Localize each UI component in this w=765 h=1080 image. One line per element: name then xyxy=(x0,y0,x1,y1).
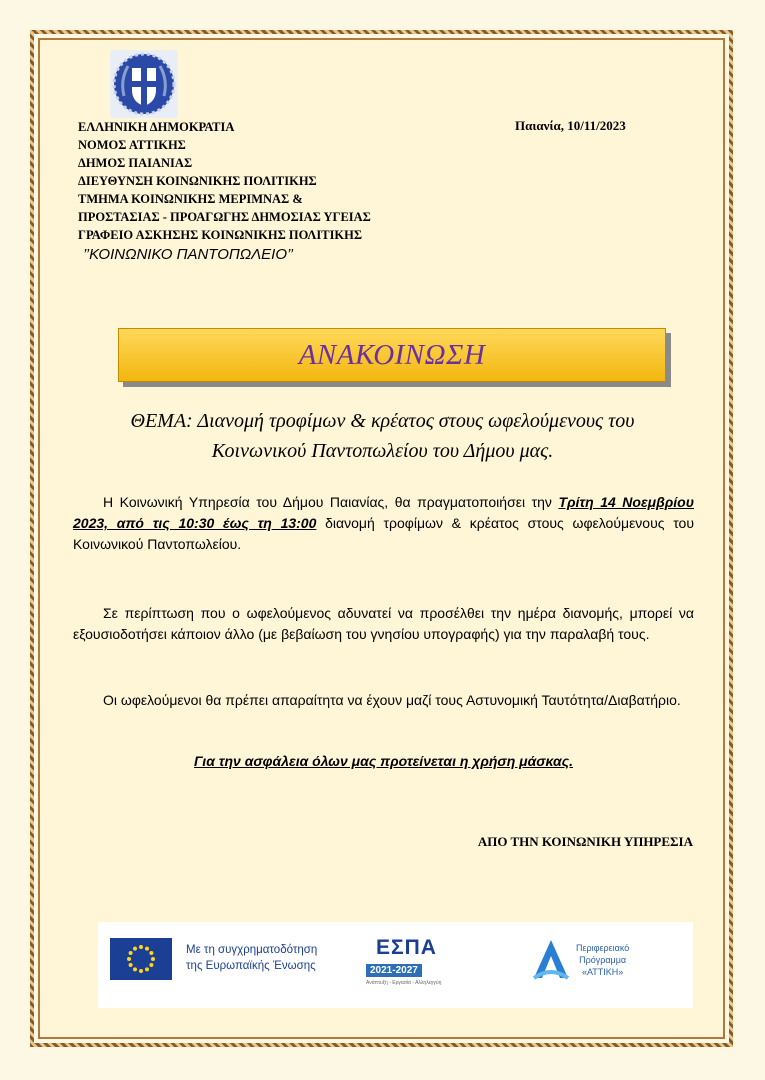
subject-line-1: ΘΕΜΑ: Διανομή τροφίμων & κρέατος στους ωφελούμενους του xyxy=(130,410,635,432)
funding-footer xyxy=(98,922,693,1008)
subject-line-2: Κοινωνικού Παντοπωλείου του Δήμου μας. xyxy=(211,440,554,462)
signoff: ΑΠΟ ΤΗΝ ΚΟΙΝΩΝΙΚΗ ΥΠΗΡΕΣΙΑ xyxy=(477,834,693,849)
issuer-line: ΝΟΜΟΣ ΑΤΤΙΚΗΣ xyxy=(78,138,186,152)
attiki-program-icon xyxy=(530,936,572,984)
issuer-block xyxy=(78,118,371,264)
issuer-line: ΔΙΕΥΘΥΝΣΗ ΚΟΙΝΩΝΙΚΗΣ ΠΟΛΙΤΙΚΗΣ xyxy=(78,174,317,188)
distribution-datetime: Τρίτη 14 Νοεμβρίου 2023, από τις 10:30 έως τη 13:00 xyxy=(73,494,694,531)
issuer-line: ΠΡΟΣΤΑΣΙΑΣ - ΠΡΟΑΓΩΓΗΣ ΔΗΜΟΣΙΑΣ ΥΓΕΙΑΣ xyxy=(78,210,371,224)
eu-flag-icon xyxy=(110,938,172,980)
issuer-line: ΓΡΑΦΕΙΟ ΑΣΚΗΣΗΣ ΚΟΙΝΩΝΙΚΗΣ ΠΟΛΙΤΙΚΗΣ xyxy=(78,228,363,242)
espa-years: 2021-2027 xyxy=(366,964,422,977)
mask-note: Για την ασφάλεια όλων μας προτείνεται η χρήση μάσκας. xyxy=(194,753,573,769)
paragraph-text: Η Κοινωνική Υπηρεσία του Δήμου Παιανίας, θα πραγματοποιήσει την xyxy=(103,494,559,510)
eu-line: Με τη συγχρηματοδότηση xyxy=(186,944,318,956)
announcement-banner xyxy=(118,328,666,382)
attiki-program-text xyxy=(576,942,629,978)
espa-logo xyxy=(362,936,442,986)
paragraph-distribution xyxy=(73,492,694,555)
issuer-line: ΕΛΛΗΝΙΚΗ ΔΗΜΟΚΡΑΤΙΑ xyxy=(78,120,235,134)
paragraph-id-required xyxy=(73,690,694,711)
paragraph-text: Σε περίπτωση που ο ωφελούμενος αδυνατεί να προσέλθει την ημέρα διανομής, μπορεί να εξουσιοδοτήσει κάποιον άλλο (με βεβαίωση του γνησίου υπογραφής) για την παραλαβή τους. xyxy=(73,605,694,642)
attiki-line: «ΑΤΤΙΚΗ» xyxy=(581,967,624,977)
attiki-line: Πρόγραμμα xyxy=(579,955,627,965)
subject xyxy=(70,406,695,466)
issuer-line: ΔΗΜΟΣ ΠΑΙΑΝΙΑΣ xyxy=(78,156,193,170)
greek-emblem-icon xyxy=(110,50,178,118)
eu-line: της Ευρωπαϊκής Ένωσης xyxy=(186,960,316,972)
document-date: Παιανία, 10/11/2023 xyxy=(515,118,626,133)
issuer-line: ΤΜΗΜΑ ΚΟΙΝΩΝΙΚΗΣ ΜΕΡΙΜΝΑΣ & xyxy=(78,192,303,206)
attiki-line: Περιφερειακό xyxy=(576,943,630,953)
announcement-title: ΑΝΑΚΟΙΝΩΣΗ xyxy=(298,338,486,371)
paragraph-text: διανομή τροφίμων & κρέατος στους ωφελούμενους του Κοινωνικού Παντοπωλείου. xyxy=(73,515,694,552)
eu-cofunding-text xyxy=(186,942,317,974)
paragraph-text: Οι ωφελούμενοι θα πρέπει απαραίτητα να έχουν μαζί τους Αστυνομική Ταυτότητα/Διαβατήριο. xyxy=(103,692,681,708)
paragraph-authorization xyxy=(73,603,694,645)
store-name: ’’ΚΟΙΝΩΝΙΚΟ ΠΑΝΤΟΠΩΛΕΙΟ’’ xyxy=(83,246,294,263)
espa-tagline: Ανάπτυξη - Εργασία - Αλληλεγγύη xyxy=(366,980,442,986)
espa-title: ΕΣΠΑ xyxy=(376,936,437,959)
